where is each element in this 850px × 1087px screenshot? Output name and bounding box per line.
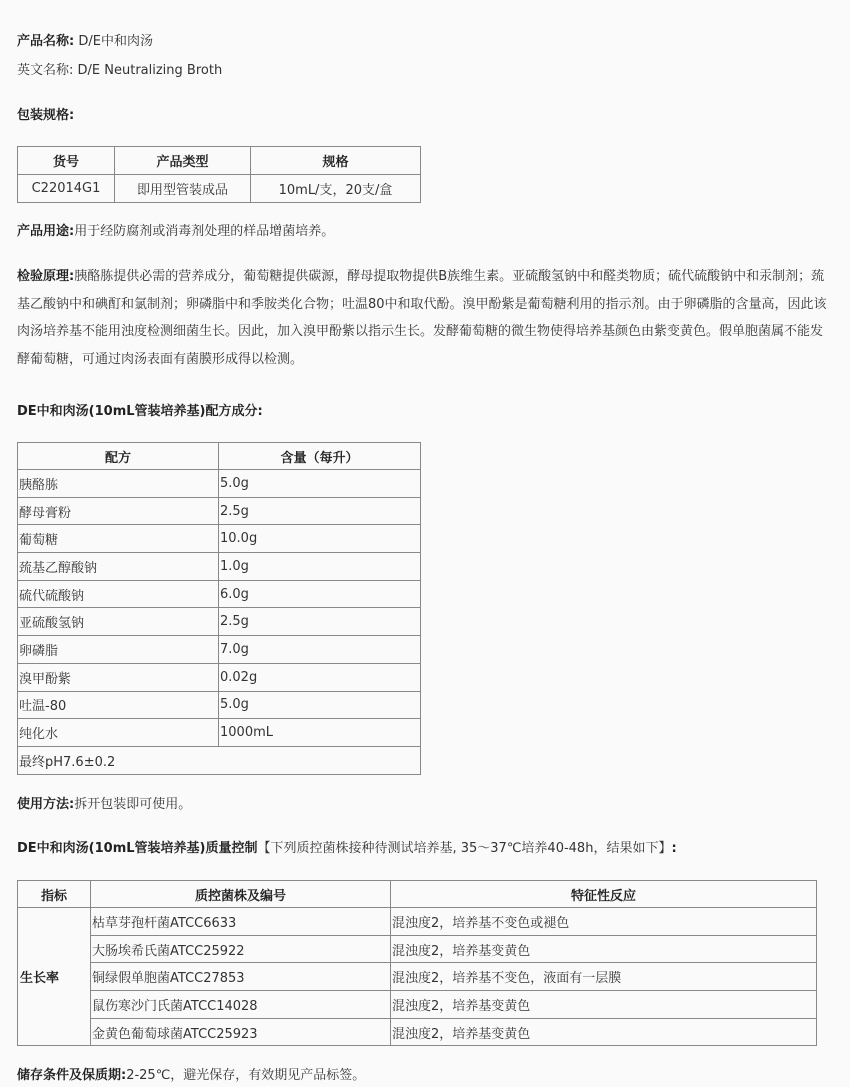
table-row xyxy=(18,1018,817,1046)
storage-label: 储存条件及保质期: xyxy=(17,1068,127,1083)
table-header: 配方 xyxy=(18,443,219,470)
table-header: 产品类型 xyxy=(115,147,251,175)
strain-cell: 鼠伤寒沙门氏菌ATCC14028 xyxy=(91,991,391,1019)
final-ph-row xyxy=(18,746,421,774)
principle-paragraph xyxy=(17,263,832,373)
table-header: 货号 xyxy=(18,147,115,175)
formula-heading: DE中和肉汤(10mL管装培养基)配方成分: xyxy=(17,404,263,419)
qc-heading-tail: : xyxy=(671,841,677,856)
ingredient-cell: 卵磷脂 xyxy=(18,636,219,664)
table-row xyxy=(18,175,421,203)
method-text: 拆开包装即可使用。 xyxy=(74,797,192,812)
qc-heading-rest: 【下列质控菌株接种待测试培养基, 35～37℃培养40-48h，结果如下】 xyxy=(257,841,672,856)
table-row xyxy=(18,663,421,691)
amount-cell: 2.5g xyxy=(219,497,421,525)
amount-cell: 1000mL xyxy=(219,719,421,747)
storage-line xyxy=(17,1068,365,1084)
qc-heading-bold: DE中和肉汤(10mL管装培养基)质量控制 xyxy=(17,841,258,856)
table-row xyxy=(18,636,421,664)
table-header: 指标 xyxy=(18,881,91,908)
strain-cell: 铜绿假单胞菌ATCC27853 xyxy=(91,963,391,991)
table-row xyxy=(18,908,817,936)
formula-header-row xyxy=(18,443,421,470)
english-name-value: D/E Neutralizing Broth xyxy=(77,63,223,78)
ingredient-cell: 纯化水 xyxy=(18,719,219,747)
amount-cell: 0.02g xyxy=(219,663,421,691)
table-header: 规格 xyxy=(251,147,421,175)
usage-text: 用于经防腐剂或消毒剂处理的样品增菌培养。 xyxy=(74,224,335,239)
strain-cell: 金黄色葡萄球菌ATCC25923 xyxy=(91,1018,391,1046)
table-row xyxy=(18,963,817,991)
method-label: 使用方法: xyxy=(17,797,75,812)
product-name-line xyxy=(17,34,153,50)
reaction-cell: 混浊度2，培养基变黄色 xyxy=(391,991,817,1019)
table-header: 特征性反应 xyxy=(391,881,817,908)
reaction-cell: 混浊度2，培养基不变色或褪色 xyxy=(391,908,817,936)
reaction-cell: 混浊度2，培养基变黄色 xyxy=(391,935,817,963)
table-row xyxy=(18,553,421,581)
amount-cell: 10.0g xyxy=(219,525,421,553)
principle-text: 胰酪胨提供必需的营养成分，葡萄糖提供碳源，酵母提取物提供B族维生素。亚硫酸氢钠中和醛类物质；硫代硫酸钠中和汞制剂；巯基乙酸钠中和碘酊和氯制剂；卵磷脂中和季胺类化合物；吐温80中和取代酚。溴甲酚紫是葡萄糖利用的指示剂。由于卵磷脂的含量高，因此该肉汤培养基不能用浊度检测细菌生长。因此，加入溴甲酚紫以指示生长。发酵葡萄糖的微生物使得培养基颜色由紫变黄色。假单胞菌属不能发酵葡萄糖，可通过肉汤表面有菌膜形成得以检测。 xyxy=(17,269,827,367)
table-row xyxy=(18,580,421,608)
table-header: 质控菌株及编号 xyxy=(91,881,391,908)
reaction-cell: 混浊度2，培养基变黄色 xyxy=(391,1018,817,1046)
ingredient-cell: 吐温-80 xyxy=(18,691,219,719)
packaging-table xyxy=(17,146,421,203)
amount-cell: 5.0g xyxy=(219,470,421,498)
formula-table xyxy=(17,442,421,775)
table-row xyxy=(18,935,817,963)
amount-cell: 7.0g xyxy=(219,636,421,664)
item-number-cell: C22014G1 xyxy=(18,175,115,203)
final-ph-cell: 最终pH7.6±0.2 xyxy=(18,746,421,774)
packaging-heading: 包装规格: xyxy=(17,108,75,123)
storage-text: 2-25℃，避光保存，有效期见产品标签。 xyxy=(126,1068,366,1083)
table-row xyxy=(18,719,421,747)
principle-label: 检验原理: xyxy=(17,269,75,284)
spec-cell: 10mL/支，20支/盒 xyxy=(251,175,421,203)
ingredient-cell: 硫代硫酸钠 xyxy=(18,580,219,608)
table-row xyxy=(18,691,421,719)
english-name-label: 英文名称: xyxy=(17,63,74,78)
table-row xyxy=(18,525,421,553)
strain-cell: 大肠埃希氏菌ATCC25922 xyxy=(91,935,391,963)
ingredient-cell: 溴甲酚紫 xyxy=(18,663,219,691)
growth-rate-cell: 生长率 xyxy=(18,908,91,1046)
method-line xyxy=(17,797,191,813)
qc-table xyxy=(17,880,817,1046)
qc-header-row xyxy=(18,881,817,908)
product-name-label: 产品名称: xyxy=(17,34,75,49)
product-type-cell: 即用型管装成品 xyxy=(115,175,251,203)
table-row xyxy=(18,991,817,1019)
qc-heading xyxy=(17,841,677,857)
amount-cell: 5.0g xyxy=(219,691,421,719)
reaction-cell: 混浊度2，培养基不变色，液面有一层膜 xyxy=(391,963,817,991)
usage-line xyxy=(17,224,334,240)
ingredient-cell: 胰酪胨 xyxy=(18,470,219,498)
ingredient-cell: 亚硫酸氢钠 xyxy=(18,608,219,636)
ingredient-cell: 巯基乙醇酸钠 xyxy=(18,553,219,581)
amount-cell: 6.0g xyxy=(219,580,421,608)
table-header: 含量（每升） xyxy=(219,443,421,470)
amount-cell: 1.0g xyxy=(219,553,421,581)
ingredient-cell: 葡萄糖 xyxy=(18,525,219,553)
table-row xyxy=(18,497,421,525)
product-name-value: D/E中和肉汤 xyxy=(78,34,153,49)
packaging-header-row xyxy=(18,147,421,175)
english-name-line xyxy=(17,63,222,79)
amount-cell: 2.5g xyxy=(219,608,421,636)
usage-label: 产品用途: xyxy=(17,224,75,239)
table-row xyxy=(18,608,421,636)
ingredient-cell: 酵母膏粉 xyxy=(18,497,219,525)
strain-cell: 枯草芽孢杆菌ATCC6633 xyxy=(91,908,391,936)
table-row xyxy=(18,470,421,498)
